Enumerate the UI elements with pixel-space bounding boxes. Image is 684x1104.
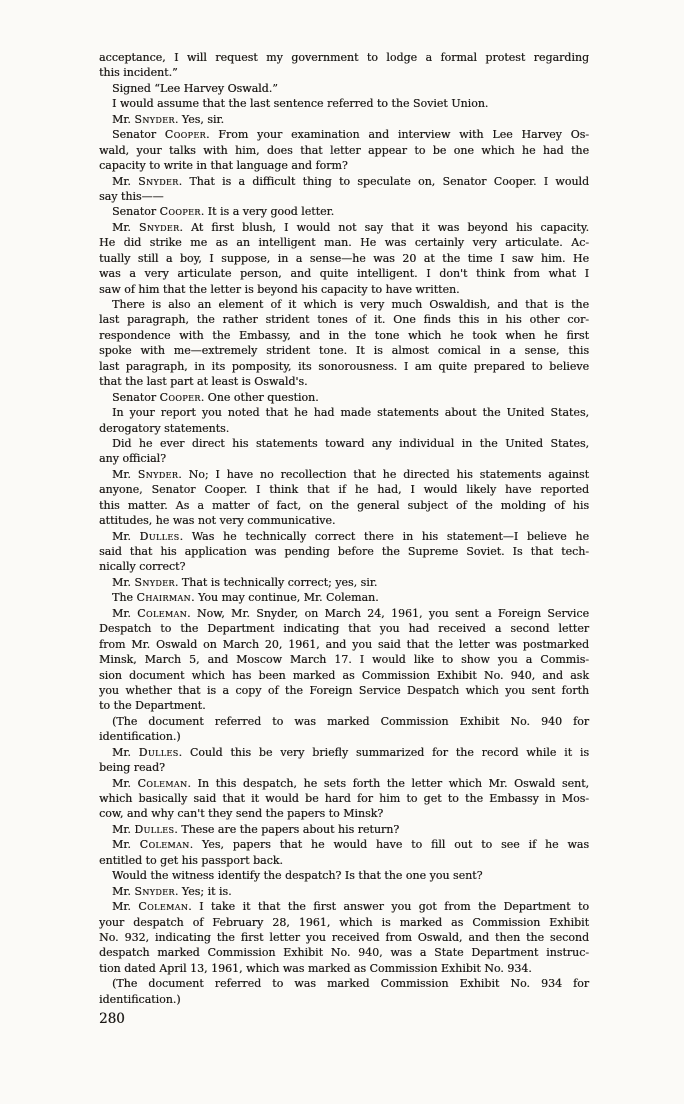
text-line: Signed “Lee Harvey Oswald.”: [112, 81, 278, 95]
text-line: tually still a boy, I suppose, in a sense—he was 20 at the time I saw him. He: [99, 251, 589, 265]
text-line: saw of him that the letter is beyond his capacity to have written.: [99, 282, 460, 296]
text-line: any official?: [99, 452, 166, 466]
text-line: say this——: [99, 189, 164, 203]
text-line: I would assume that the last sentence referred to the Soviet Union.: [112, 97, 489, 111]
speaker-name: Coleman: [137, 776, 188, 790]
text-line: derogatory statements.: [99, 421, 230, 435]
text-line: nically correct?: [99, 560, 186, 574]
speaker-name: Coleman: [138, 900, 189, 914]
speaker-name: Coleman: [137, 606, 188, 620]
text-line: Minsk, March 5, and Moscow March 17. I would like to show you a Commis-: [99, 653, 589, 667]
speaker-name: Dulles: [134, 822, 175, 836]
text-line: Would the witness identify the despatch? Is that the one you sent?: [112, 869, 483, 883]
text-line: identification.): [99, 730, 181, 744]
text-line: spoke with me—extremely strident tone. It is almost comical in a sense, this: [99, 344, 589, 358]
text-line: your despatch of February 28, 1961, which is marked as Commission Exhibit: [99, 915, 589, 929]
text-line: Mr. Coleman. I take it that the first answer you got from the Department to: [112, 900, 589, 914]
text-line: tion dated April 13, 1961, which was marked as Commission Exhibit No. 934.: [99, 961, 532, 975]
text-line: attitudes, he was not very communicative.: [99, 514, 336, 528]
text-line: capacity to write in that language and form?: [99, 159, 348, 173]
text-line: last paragraph, the rather strident tones of it. One finds this in his other cor-: [99, 313, 589, 327]
speaker-name: Cooper: [159, 205, 201, 219]
text-line: Mr. Dulles. These are the papers about his return?: [112, 822, 400, 836]
text-line: respondence with the Embassy, and in the tone which he took when he first: [99, 328, 589, 342]
speaker-name: Dulles: [139, 529, 180, 543]
text-line: He did strike me as an intelligent man. He was certainly very articulate. Ac-: [99, 236, 589, 250]
text-line: this incident.”: [99, 66, 178, 80]
text-line: Mr. Dulles. Could this be very briefly summarized for the record while it is: [112, 745, 589, 759]
speaker-name: Cooper: [164, 128, 206, 142]
text-line: Mr. Coleman. Now, Mr. Snyder, on March 24, 1961, you sent a Foreign Service: [112, 606, 589, 620]
text-block: [99, 50, 589, 1007]
text-line: wald, your talks with him, does that letter appear to be one which he had the: [99, 143, 589, 157]
text-line: that the last part at least is Oswald's.: [99, 375, 308, 389]
speaker-name: Dulles: [138, 745, 179, 759]
text-line: from Mr. Oswald on March 20, 1961, and you said that the letter was postmarked: [99, 637, 589, 651]
text-line: said that his application was pending before the Supreme Soviet. Is that tech-: [99, 545, 589, 558]
text-line: entitled to get his passport back.: [99, 853, 283, 867]
speaker-name: Coleman: [139, 838, 190, 852]
speaker-name: Snyder: [137, 467, 179, 481]
text-line: to the Department.: [99, 699, 206, 713]
text-line: Mr. Snyder. No; I have no recollection that he directed his statements against: [112, 467, 589, 481]
speaker-name: Chairman: [136, 591, 191, 605]
speaker-name: Cooper: [159, 390, 201, 404]
text-line: was a very articulate person, and quite intelligent. I don't think from what I: [99, 267, 589, 281]
text-line: (The document referred to was marked Commission Exhibit No. 940 for: [112, 714, 589, 728]
text-line: acceptance, I will request my government to lodge a formal protest regarding: [99, 51, 589, 64]
text-line: Did he ever direct his statements toward any individual in the United States,: [112, 436, 589, 450]
text-line: Mr. Snyder. Yes, sir.: [112, 112, 224, 126]
text-line: Mr. Coleman. In this despatch, he sets forth the letter which Mr. Oswald sent,: [112, 776, 590, 790]
text-line: No. 932, indicating the first letter you received from Oswald, and then the second: [99, 930, 589, 944]
text-line: Senator Cooper. It is a very good letter.: [112, 205, 335, 219]
text-line: this matter. As a matter of fact, on the general subject of the molding of his: [99, 498, 589, 512]
text-line: which basically said that it would be hard for him to get to the Embassy in Mos-: [99, 792, 589, 805]
speaker-name: Snyder: [138, 220, 180, 234]
text-line: cow, and why can't they send the papers to Minsk?: [99, 807, 384, 821]
text-line: Senator Cooper. One other question.: [112, 390, 319, 404]
speaker-name: Snyder: [134, 575, 175, 589]
text-line: Mr. Snyder. That is technically correct; yes, sir.: [112, 575, 378, 589]
text-line: last paragraph, in its pomposity, its sonorousness. I am quite prepared to believe: [99, 359, 589, 373]
text-line: Senator Cooper. From your examination and interview with Lee Harvey Os-: [112, 128, 589, 142]
text-line: despatch marked Commission Exhibit No. 940, was a State Department instruc-: [99, 946, 589, 960]
text-line: Mr. Snyder. At first blush, I would not say that it was beyond his capacity.: [112, 220, 589, 234]
text-line: Despatch to the Department indicating that you had received a second letter: [99, 622, 589, 636]
text-line: sion document which has been marked as Commission Exhibit No. 940, and ask: [99, 668, 589, 682]
text-line: The Chairman. You may continue, Mr. Coleman.: [112, 591, 379, 605]
text-line: In your report you noted that he had made statements about the United States,: [112, 406, 589, 420]
page-number: 280: [99, 1011, 125, 1027]
text-line: There is also an element of it which is very much Oswaldish, and that is the: [112, 298, 589, 311]
text-line: Mr. Coleman. Yes, papers that he would have to fill out to see if he was: [112, 838, 590, 852]
text-line: Mr. Snyder. That is a difficult thing to speculate on, Senator Cooper. I would: [112, 174, 589, 188]
text-line: you whether that is a copy of the Foreign Service Despatch which you sent forth: [99, 683, 589, 697]
speaker-name: Snyder: [134, 112, 175, 126]
speaker-name: Snyder: [138, 174, 179, 188]
text-line: (The document referred to was marked Commission Exhibit No. 934 for: [112, 977, 589, 991]
text-line: Mr. Dulles. Was he technically correct there in his statement—I believe he: [112, 529, 589, 543]
text-line: anyone, Senator Cooper. I think that if he had, I would likely have reported: [99, 483, 589, 497]
text-line: being read?: [99, 761, 165, 775]
text-line: identification.): [99, 992, 181, 1006]
speaker-name: Snyder: [134, 884, 175, 898]
text-line: Mr. Snyder. Yes; it is.: [112, 884, 232, 898]
